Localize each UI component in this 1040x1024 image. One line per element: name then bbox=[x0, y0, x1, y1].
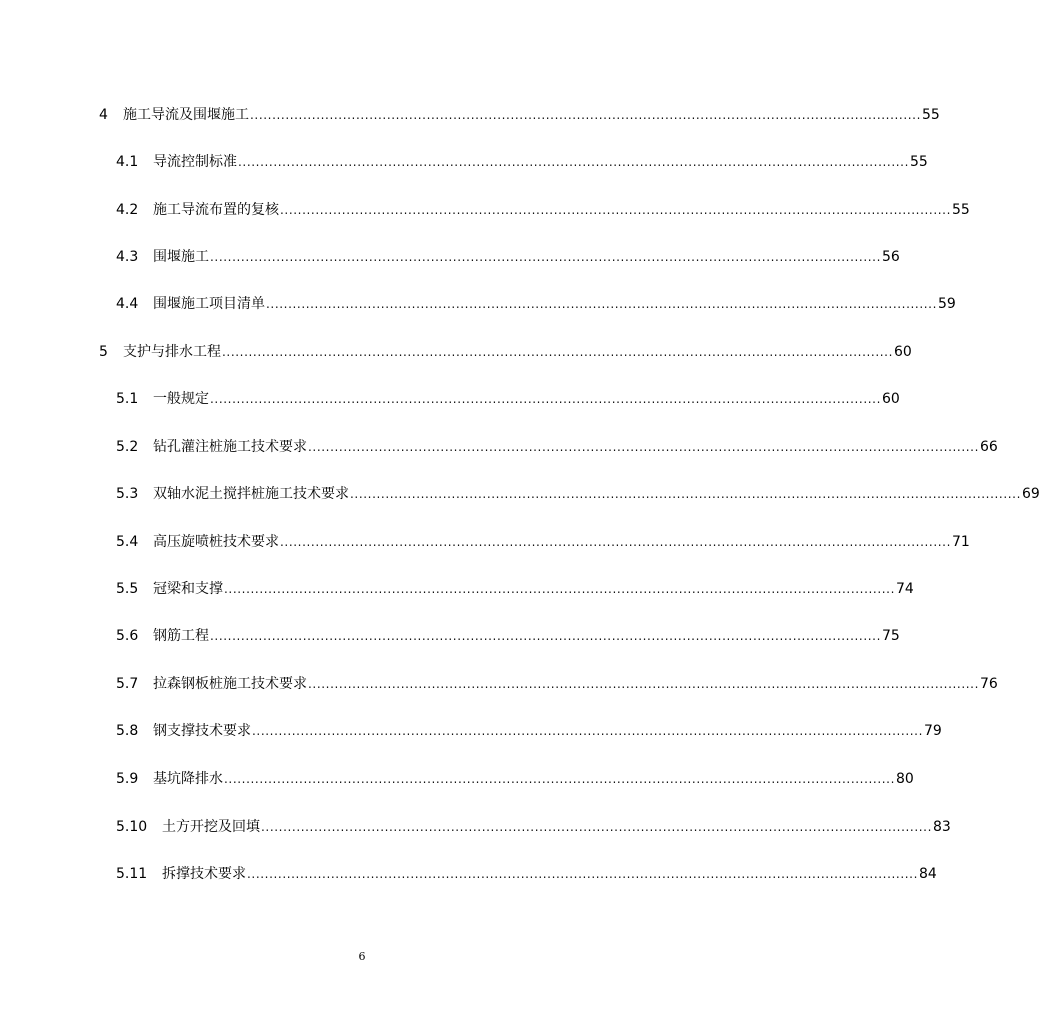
toc-entry-number: 5.9 bbox=[116, 771, 139, 787]
toc-entry-number: 5.4 bbox=[116, 534, 139, 550]
toc-entry-page: 79 bbox=[924, 723, 942, 739]
toc-entry[interactable] bbox=[116, 720, 942, 742]
toc-dot-leader: ........................................................................................................................................................ bbox=[250, 108, 921, 122]
toc-dot-leader: ........................................................................................................................................................ bbox=[266, 297, 937, 311]
toc-entry-page: 60 bbox=[882, 391, 900, 407]
toc-entry-title: 施工导流及围堰施工 bbox=[123, 107, 249, 123]
toc-entry[interactable] bbox=[116, 768, 914, 790]
toc-dot-leader: ........................................................................................................................................................ bbox=[350, 487, 1021, 501]
toc-entry-number: 5.3 bbox=[116, 486, 139, 502]
toc-entry-page: 76 bbox=[980, 676, 998, 692]
toc-entry-page: 59 bbox=[938, 296, 956, 312]
toc-entry-title: 双轴水泥土搅拌桩施工技术要求 bbox=[153, 486, 349, 502]
toc-dot-leader: ........................................................................................................................................................ bbox=[222, 345, 893, 359]
toc-dot-leader: ........................................................................................................................................................ bbox=[280, 535, 951, 549]
toc-entry-title: 钢筋工程 bbox=[153, 628, 209, 644]
toc-entry-page: 66 bbox=[980, 439, 998, 455]
toc-entry-title: 围堰施工 bbox=[153, 249, 209, 265]
toc-entry-number: 4.3 bbox=[116, 249, 139, 265]
toc-entry[interactable] bbox=[116, 246, 900, 268]
toc-entry-page: 69 bbox=[1022, 486, 1040, 502]
toc-dot-leader: ........................................................................................................................................................ bbox=[308, 440, 979, 454]
toc-entry[interactable] bbox=[116, 531, 970, 553]
toc-entry[interactable] bbox=[116, 293, 956, 315]
toc-dot-leader: ........................................................................................................................................................ bbox=[238, 155, 909, 169]
toc-entry-title: 土方开挖及回填 bbox=[162, 819, 260, 835]
toc-entry-number: 5 bbox=[99, 344, 108, 360]
toc-dot-leader: ........................................................................................................................................................ bbox=[224, 772, 895, 786]
toc-entry-page: 55 bbox=[910, 154, 928, 170]
toc-dot-leader: ........................................................................................................................................................ bbox=[308, 677, 979, 691]
toc-dot-leader: ........................................................................................................................................................ bbox=[247, 867, 918, 881]
toc-entry-number: 4.4 bbox=[116, 296, 139, 312]
toc-dot-leader: ........................................................................................................................................................ bbox=[261, 820, 932, 834]
toc-entry-title: 高压旋喷桩技术要求 bbox=[153, 534, 279, 550]
toc-dot-leader: ........................................................................................................................................................ bbox=[210, 392, 881, 406]
toc-entry-number: 5.2 bbox=[116, 439, 139, 455]
footer-page-number: 6 bbox=[358, 950, 366, 963]
toc-entry-number: 5.10 bbox=[116, 819, 148, 835]
toc-entry-number: 5.7 bbox=[116, 676, 139, 692]
toc-entry-number: 5.1 bbox=[116, 391, 139, 407]
toc-entry-title: 基坑降排水 bbox=[153, 771, 223, 787]
toc-entry-page: 74 bbox=[896, 581, 914, 597]
toc-entry-page: 75 bbox=[882, 628, 900, 644]
toc-entry-page: 56 bbox=[882, 249, 900, 265]
toc-entry-title: 一般规定 bbox=[153, 391, 209, 407]
toc-dot-leader: ........................................................................................................................................................ bbox=[252, 724, 923, 738]
toc-dot-leader: ........................................................................................................................................................ bbox=[210, 250, 881, 264]
toc-entry-number: 5.8 bbox=[116, 723, 139, 739]
toc-dot-leader: ........................................................................................................................................................ bbox=[280, 203, 951, 217]
toc-entry-title: 施工导流布置的复核 bbox=[153, 202, 279, 218]
toc-entry[interactable] bbox=[116, 863, 937, 885]
toc-entry-title: 钢支撑技术要求 bbox=[153, 723, 251, 739]
toc-entry[interactable] bbox=[116, 388, 900, 410]
toc-entry-page: 80 bbox=[896, 771, 914, 787]
toc-entry-number: 4.2 bbox=[116, 202, 139, 218]
toc-entry[interactable] bbox=[116, 625, 900, 647]
toc-entry-page: 60 bbox=[894, 344, 912, 360]
toc-entry[interactable] bbox=[116, 578, 914, 600]
toc-dot-leader: ........................................................................................................................................................ bbox=[224, 582, 895, 596]
toc-entry-page: 83 bbox=[933, 819, 951, 835]
toc-entry-number: 5.6 bbox=[116, 628, 139, 644]
toc-entry-page: 84 bbox=[919, 866, 937, 882]
toc-entry-title: 拉森钢板桩施工技术要求 bbox=[153, 676, 307, 692]
toc-entry-number: 5.5 bbox=[116, 581, 139, 597]
toc-entry-title: 拆撑技术要求 bbox=[162, 866, 246, 882]
toc-entry[interactable] bbox=[99, 341, 912, 363]
toc-entry[interactable] bbox=[116, 673, 998, 695]
toc-entry-title: 钻孔灌注桩施工技术要求 bbox=[153, 439, 307, 455]
toc-entry[interactable] bbox=[116, 483, 1040, 505]
toc-entry[interactable] bbox=[116, 436, 998, 458]
toc-entry-number: 4.1 bbox=[116, 154, 139, 170]
toc-entry-title: 导流控制标准 bbox=[153, 154, 237, 170]
toc-entry-number: 4 bbox=[99, 107, 108, 123]
toc-dot-leader: ........................................................................................................................................................ bbox=[210, 629, 881, 643]
toc-entry-page: 55 bbox=[922, 107, 940, 123]
toc-entry-title: 围堰施工项目清单 bbox=[153, 296, 265, 312]
toc-entry[interactable] bbox=[116, 816, 951, 838]
toc-entry-page: 71 bbox=[952, 534, 970, 550]
toc-entry-title: 冠梁和支撑 bbox=[153, 581, 223, 597]
toc-entry[interactable] bbox=[99, 104, 940, 126]
toc-entry-title: 支护与排水工程 bbox=[123, 344, 221, 360]
toc-entry[interactable] bbox=[116, 199, 970, 221]
toc-entry-page: 55 bbox=[952, 202, 970, 218]
toc-entry-number: 5.11 bbox=[116, 866, 148, 882]
toc-entry[interactable] bbox=[116, 151, 928, 173]
